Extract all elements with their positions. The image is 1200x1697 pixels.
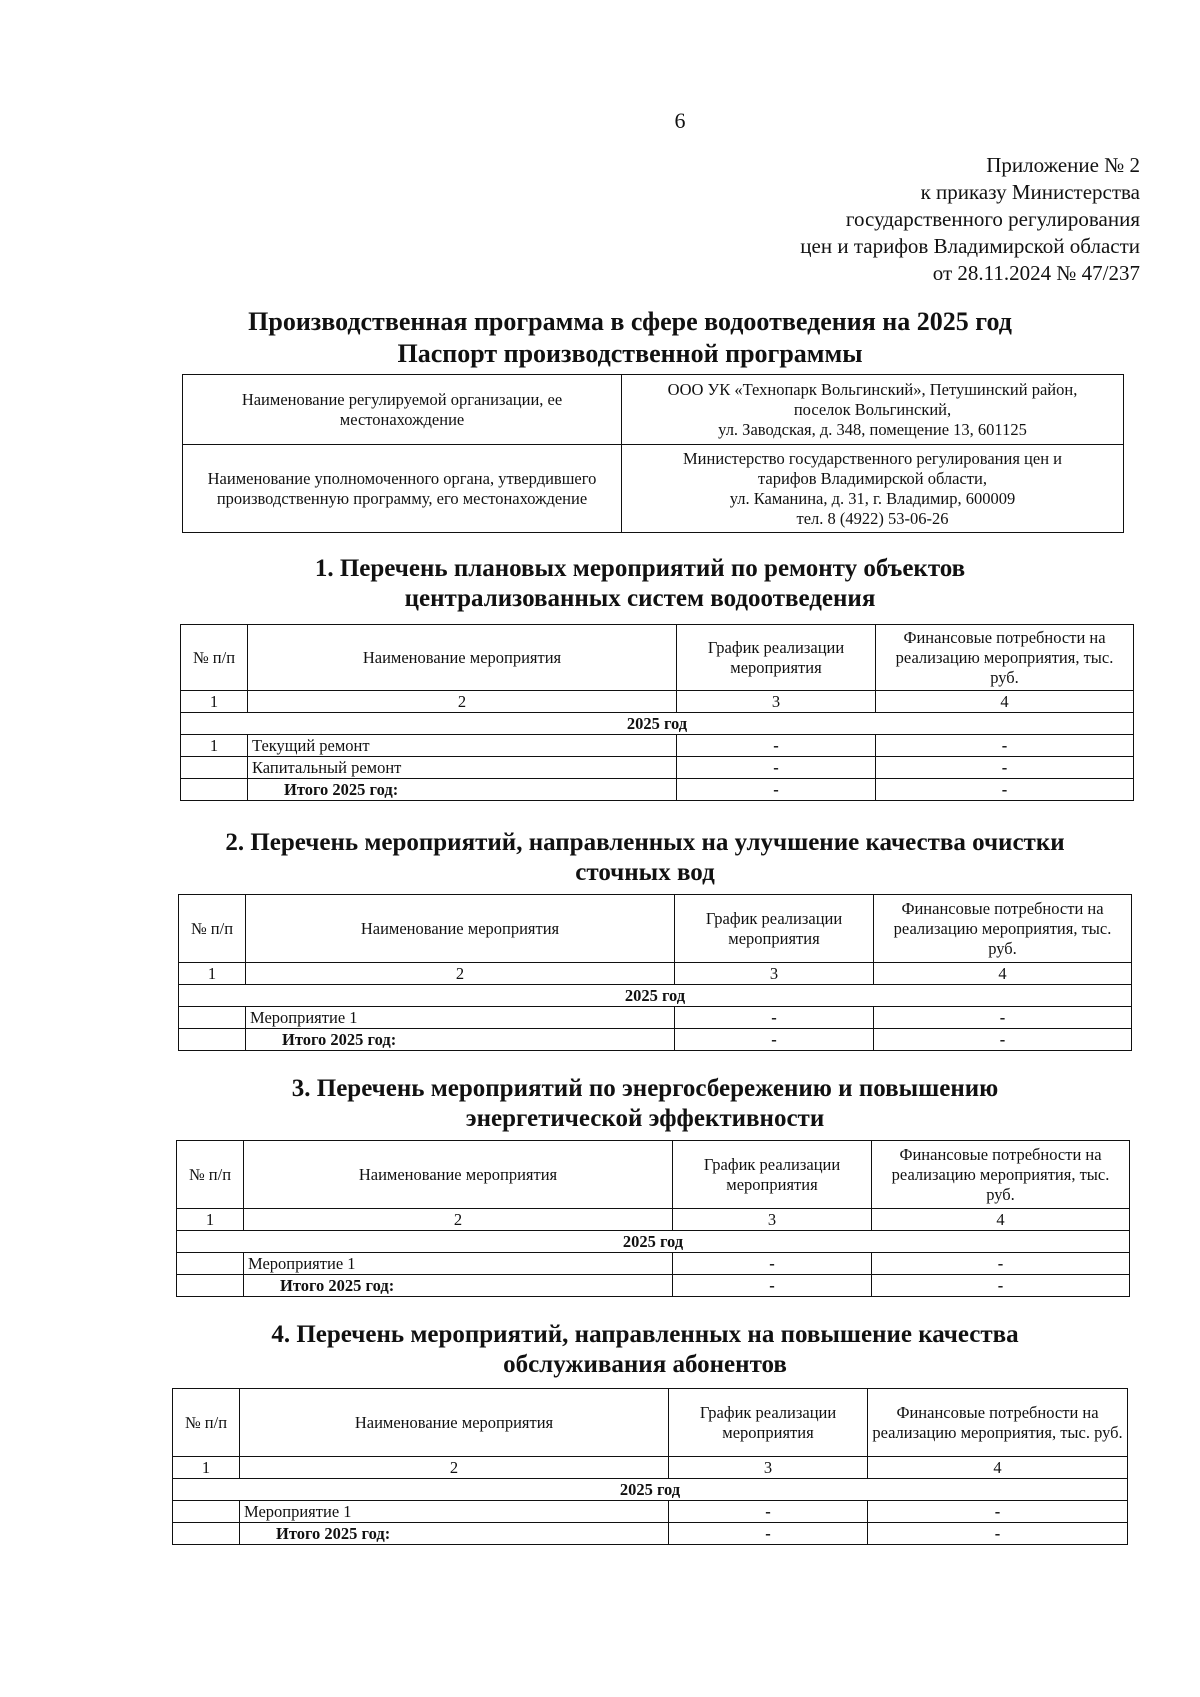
section-3-title xyxy=(170,1074,1120,1134)
total-finance: - xyxy=(872,1275,1130,1297)
section-1-table xyxy=(180,624,1134,801)
row-schedule: - xyxy=(669,1501,868,1523)
appendix-line: к приказу Министерства xyxy=(920,180,1140,204)
header-finance: Финансовые потребности на реализацию мероприятия, тыс. руб. xyxy=(876,625,1134,691)
row-finance: - xyxy=(874,1007,1132,1029)
total-row xyxy=(177,1275,1130,1297)
colnum-4: 4 xyxy=(876,691,1134,713)
row-finance: - xyxy=(868,1501,1128,1523)
colnum-1: 1 xyxy=(177,1209,244,1231)
table-row xyxy=(177,1253,1130,1275)
section-1-title xyxy=(170,554,1110,614)
page-number: 6 xyxy=(674,108,686,133)
total-schedule: - xyxy=(673,1275,872,1297)
passport-org-line: ООО УК «Технопарк Вольгинский», Петушинский район, xyxy=(667,379,1078,399)
year-row: 2025 год xyxy=(181,713,1134,735)
row-schedule: - xyxy=(677,757,876,779)
appendix-block xyxy=(720,152,1140,287)
passport-org-line: ул. Заводская, д. 348, помещение 13, 601125 xyxy=(718,419,1027,439)
passport-org-line: поселок Вольгинский, xyxy=(793,399,952,419)
colnum-1: 1 xyxy=(181,691,248,713)
header-finance: Финансовые потребности на реализацию мероприятия, тыс. руб. xyxy=(868,1389,1128,1457)
appendix-line: от 28.11.2024 № 47/237 xyxy=(932,261,1140,285)
section-4-title xyxy=(170,1320,1120,1380)
row-name: Капитальный ремонт xyxy=(248,757,677,779)
header-num: № п/п xyxy=(181,625,248,691)
passport-org-value xyxy=(622,375,1124,445)
total-row xyxy=(181,779,1134,801)
header-schedule: График реализации мероприятия xyxy=(673,1141,872,1209)
colnum-1: 1 xyxy=(173,1457,240,1479)
total-label: Итого 2025 год: xyxy=(240,1523,669,1545)
row-schedule: - xyxy=(673,1253,872,1275)
section-title-line: обслуживания абонентов xyxy=(503,1351,787,1378)
colnum-3: 3 xyxy=(677,691,876,713)
section-title-line: 3. Перечень мероприятий по энергосбережению и повышению xyxy=(291,1075,999,1102)
year-row: 2025 год xyxy=(173,1479,1128,1501)
colnum-3: 3 xyxy=(673,1209,872,1231)
section-title-line: 1. Перечень плановых мероприятий по ремонту объектов xyxy=(314,555,966,582)
total-label: Итого 2025 год: xyxy=(246,1029,675,1051)
appendix-line: цен и тарифов Владимирской области xyxy=(800,234,1140,258)
table-row xyxy=(179,1007,1132,1029)
row-schedule: - xyxy=(675,1007,874,1029)
row-name: Мероприятие 1 xyxy=(246,1007,675,1029)
row-num xyxy=(177,1253,244,1275)
row-num: 1 xyxy=(181,735,248,757)
passport-title: Паспорт производственной программы xyxy=(397,339,863,368)
passport-authority-line: ул. Каманина, д. 31, г. Владимир, 600009 xyxy=(729,488,1016,508)
passport-authority-line: тел. 8 (4922) 53-06-26 xyxy=(796,508,949,528)
header-schedule: График реализации мероприятия xyxy=(677,625,876,691)
row-finance: - xyxy=(872,1253,1130,1275)
section-3-table xyxy=(176,1140,1130,1297)
passport-table xyxy=(182,374,1124,533)
header-name: Наименование мероприятия xyxy=(248,625,677,691)
header-num: № п/п xyxy=(173,1389,240,1457)
total-row xyxy=(173,1523,1128,1545)
passport-authority-label: Наименование уполномоченного органа, утвердившего производственную программу, его местонахождение xyxy=(183,445,622,533)
colnum-2: 2 xyxy=(248,691,677,713)
header-num: № п/п xyxy=(177,1141,244,1209)
header-schedule: График реализации мероприятия xyxy=(675,895,874,963)
header-finance: Финансовые потребности на реализацию мероприятия, тыс. руб. xyxy=(874,895,1132,963)
header-finance: Финансовые потребности на реализацию мероприятия, тыс. руб. xyxy=(872,1141,1130,1209)
document-title: Производственная программа в сфере водоотведения на 2025 год xyxy=(248,307,1012,336)
colnum-2: 2 xyxy=(244,1209,673,1231)
passport-org-label: Наименование регулируемой организации, ее местонахождение xyxy=(183,375,622,445)
section-4-table xyxy=(172,1388,1128,1545)
total-finance: - xyxy=(876,779,1134,801)
row-num xyxy=(179,1007,246,1029)
row-schedule: - xyxy=(677,735,876,757)
colnum-4: 4 xyxy=(872,1209,1130,1231)
appendix-line: государственного регулирования xyxy=(845,207,1140,231)
appendix-line: Приложение № 2 xyxy=(986,153,1140,177)
total-schedule: - xyxy=(675,1029,874,1051)
total-row xyxy=(179,1029,1132,1051)
row-num xyxy=(181,757,248,779)
colnum-1: 1 xyxy=(179,963,246,985)
row-name: Мероприятие 1 xyxy=(244,1253,673,1275)
header-schedule: График реализации мероприятия xyxy=(669,1389,868,1457)
colnum-2: 2 xyxy=(246,963,675,985)
total-label: Итого 2025 год: xyxy=(244,1275,673,1297)
total-finance: - xyxy=(874,1029,1132,1051)
section-title-line: централизованных систем водоотведения xyxy=(404,585,876,612)
table-row xyxy=(173,1501,1128,1523)
colnum-3: 3 xyxy=(675,963,874,985)
passport-authority-line: Министерство государственного регулирования цен и xyxy=(683,448,1062,468)
section-title-line: 4. Перечень мероприятий, направленных на повышение качества xyxy=(271,1321,1019,1348)
table-row xyxy=(181,735,1134,757)
total-finance: - xyxy=(868,1523,1128,1545)
row-finance: - xyxy=(876,757,1134,779)
total-num xyxy=(181,779,248,801)
header-name: Наименование мероприятия xyxy=(244,1141,673,1209)
section-2-table xyxy=(178,894,1132,1051)
total-label: Итого 2025 год: xyxy=(248,779,677,801)
row-num xyxy=(173,1501,240,1523)
passport-authority-line: тарифов Владимирской области, xyxy=(758,468,987,488)
row-name: Текущий ремонт xyxy=(248,735,677,757)
section-title-line: сточных вод xyxy=(575,859,715,886)
passport-authority-value xyxy=(622,445,1124,533)
total-schedule: - xyxy=(677,779,876,801)
header-name: Наименование мероприятия xyxy=(240,1389,669,1457)
total-num xyxy=(179,1029,246,1051)
row-finance: - xyxy=(876,735,1134,757)
section-title-line: 2. Перечень мероприятий, направленных на улучшение качества очистки xyxy=(225,829,1065,856)
header-name: Наименование мероприятия xyxy=(246,895,675,963)
total-num xyxy=(173,1523,240,1545)
colnum-4: 4 xyxy=(874,963,1132,985)
header-num: № п/п xyxy=(179,895,246,963)
colnum-3: 3 xyxy=(669,1457,868,1479)
section-title-line: энергетической эффективности xyxy=(465,1105,825,1132)
total-num xyxy=(177,1275,244,1297)
table-row xyxy=(181,757,1134,779)
year-row: 2025 год xyxy=(179,985,1132,1007)
section-2-title xyxy=(170,828,1120,888)
colnum-2: 2 xyxy=(240,1457,669,1479)
year-row: 2025 год xyxy=(177,1231,1130,1253)
colnum-4: 4 xyxy=(868,1457,1128,1479)
row-name: Мероприятие 1 xyxy=(240,1501,669,1523)
total-schedule: - xyxy=(669,1523,868,1545)
